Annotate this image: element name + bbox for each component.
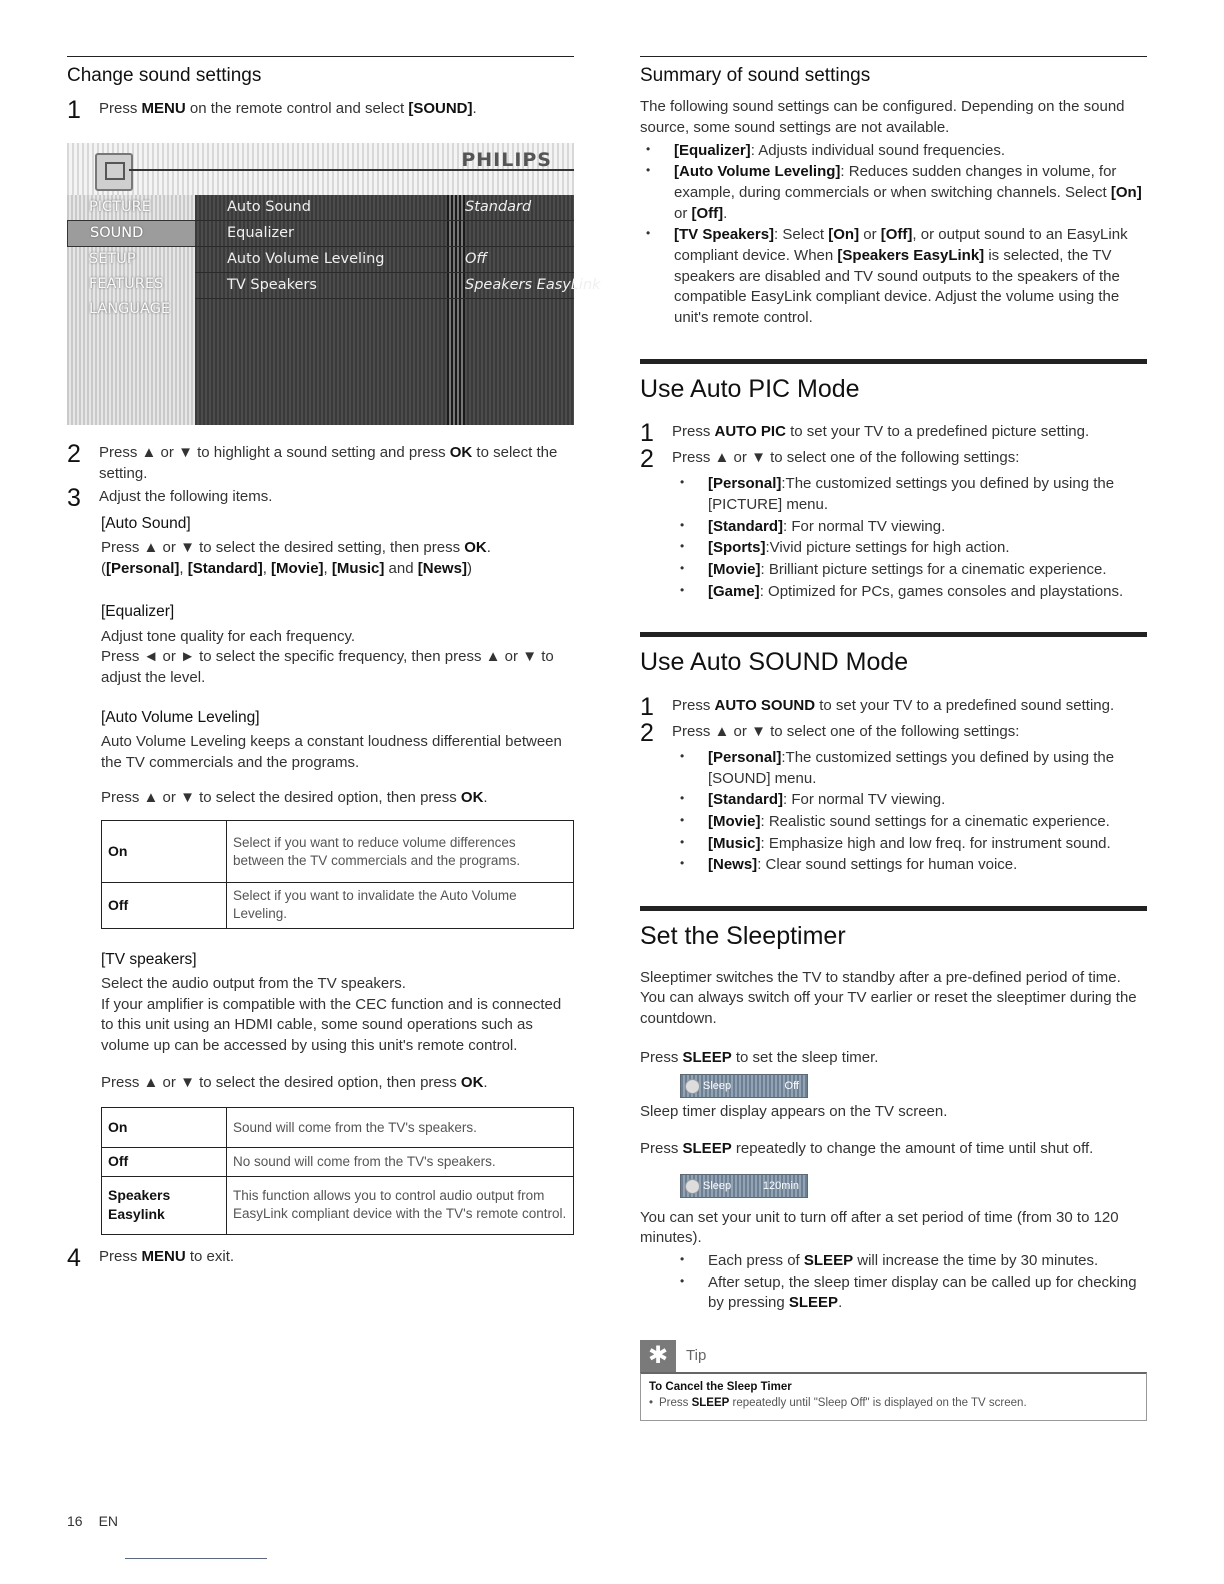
- down-arrow-icon: ▼: [751, 722, 766, 740]
- down-arrow-icon: ▼: [180, 538, 195, 556]
- step-2: 2 Press ▲ or ▼ to select one of the following settings:: [640, 718, 1020, 747]
- tip-box: ✱ Tip To Cancel the Sleep Timer • Press SLEEP repeatedly until "Sleep Off" is displayed on the TV screen.: [640, 1340, 1147, 1421]
- list-item: • [Equalizer]: Adjusts individual sound frequencies.: [640, 141, 1147, 162]
- menu-item-picture: PICTURE: [89, 199, 151, 216]
- tv-speakers-options-table: [101, 1107, 574, 1234]
- list-item: • [Movie]: Realistic sound settings for a cinematic experience.: [640, 812, 1147, 833]
- down-arrow-icon: ▼: [522, 648, 538, 666]
- language-code: EN: [98, 1513, 119, 1529]
- section-heading-change-sound: Change sound settings: [67, 65, 262, 86]
- menu-row: TV Speakers Speakers EasyLink: [195, 273, 574, 299]
- menu-item-features: FEATURES: [89, 276, 164, 293]
- section-heading-auto-sound: Use Auto SOUND Mode: [640, 648, 909, 677]
- list-item: • [Personal]:The customized settings you defined by using the [PICTURE] menu.: [640, 474, 1147, 515]
- brand-logo: PHILIPS: [461, 149, 552, 172]
- list-item: • [News]: Clear sound settings for human voice.: [640, 855, 1147, 876]
- section-heading-auto-pic: Use Auto PIC Mode: [640, 374, 860, 403]
- menu-row: Equalizer: [195, 221, 574, 247]
- list-item: • Each press of SLEEP will increase the time by 30 minutes.: [640, 1251, 1147, 1272]
- section-rule: [640, 56, 1147, 57]
- step-3: 3 Adjust the following items.: [67, 483, 273, 512]
- list-item: • After setup, the sleep timer display can be called up for checking by pressing SLEEP.: [640, 1273, 1147, 1314]
- summary-list: [640, 141, 1147, 329]
- menu-item-language: LANGUAGE: [89, 301, 171, 318]
- clock-icon: [685, 1179, 700, 1194]
- step-1: 1 Press AUTO PIC to set your TV to a predefined picture setting.: [640, 419, 1090, 448]
- auto-sound-block: [Auto Sound] Press ▲ or ▼ to select the desired setting, then press OK. ([Personal], [Standard], [Movie], [Music] and [News]) [Equalizer] Adjust tone quality for each frequency. Press ◄ or ► to select the specific frequency, then press ▲ or ▼ to adjust the level. [Auto Volume Leveling] Auto Volume Leveling keeps a constant loudness differential between the TV commercials and the programs. Press ▲ or ▼ to select the desired option, then press OK.: [101, 514, 562, 806]
- down-arrow-icon: ▼: [751, 449, 766, 467]
- tv-icon: [95, 153, 133, 191]
- right-arrow-icon: ►: [180, 648, 195, 666]
- step-1: 1 Press AUTO SOUND to set your TV to a predefined sound setting.: [640, 692, 1115, 721]
- menu-row: Auto Sound Standard: [195, 195, 574, 221]
- list-item: • [Music]: Emphasize high and low freq. for instrument sound.: [640, 834, 1147, 855]
- tip-icon: ✱: [640, 1340, 676, 1372]
- sleep-osd-120: Sleep 120min: [680, 1174, 808, 1198]
- section-rule: [640, 632, 1147, 637]
- up-arrow-icon: ▲: [714, 449, 730, 467]
- step-2: 2 Press ▲ or ▼ to highlight a sound setting and press OK to select the setting.: [67, 440, 558, 482]
- right-column: Summary of sound settings The following sound settings can be configured. Depending on the sound source, some sound settings are not available. • [Equalizer]: Adjusts individual sound frequencies. • [Auto Volume Leveling]: Reduces sudden changes in volume, for example, during commercials or when switching channels. Select [On] or [Off]. • [TV Speakers]: Select [On] or [Off], or output sound to an EasyLink compliant device. When [Speakers EasyLink] is selected, the TV speakers are disabled and TV sound outputs to the speakers of the compatible EasyLink compliant device. Adjust the volume using the unit's remote control. Use Auto PIC Mode 1 Press AUTO PIC to set your TV to a predefined picture setting. 2 Press ▲ or ▼ to select one of the following settings: • [Personal]:The customized settings you defined by using the [PICTURE] menu. • [Standard]: For normal TV viewing. • [Sports]:Vivid picture settings for high action. • [Movie]: Brilliant picture settings for a cinematic experience. • [Game]: Optimized for PCs, games consoles and playstations. Use Auto SOUND Mode 1 Press AUTO SOUND to set your TV to a predefined sound setting. 2 Press ▲ or ▼ to select one of the following settings: • [Personal]:The customized settings you defined by using the [SOUND] menu. • [Standard]: For normal TV viewing. • [Movie]: Realistic sound settings for a cinematic experience. • [Music]: Emphasize high and low freq. for instrument sound. • [News]: Clear sound settings for human voice. Set the Sleeptimer Sleeptimer switches the TV to standby after a pre-defined period of time. You can always switch off your TV earlier or reset the sleeptimer during the countdown. Press SLEEP to set the sleep timer. Sleep Off Sleep timer display appears on the TV screen. Press SLEEP repeatedly to change the amount of time until shut off. Sleep 120min You can set your unit to turn off after a set period of time (from 30 to 120 minutes). • Each press of SLEEP will increase the time by 30 minutes. • After setup, the sleep timer display can be called up for checking by pressing SLEEP. ✱ Tip To Cancel the Sleep Timer • Press SLEEP repeatedly until "Sleep Off" is displayed on the TV screen.: [640, 56, 1147, 1421]
- menu-row: Auto Volume Leveling Off: [195, 247, 574, 273]
- list-item: • [Personal]:The customized settings you defined by using the [SOUND] menu.: [640, 748, 1147, 789]
- menu-item-setup: SETUP: [89, 251, 136, 268]
- up-arrow-icon: ▲: [485, 648, 501, 666]
- up-arrow-icon: ▲: [714, 722, 730, 740]
- auto-sound-list: [640, 748, 1147, 876]
- tv-menu-categories: [67, 195, 195, 425]
- list-item: • [Movie]: Brilliant picture settings for a cinematic experience.: [640, 560, 1147, 581]
- list-item: • [Sports]:Vivid picture settings for high action.: [640, 538, 1147, 559]
- up-arrow-icon: ▲: [143, 788, 159, 806]
- sleep-osd-off: Sleep Off: [680, 1074, 808, 1098]
- sleep-list: [640, 1251, 1147, 1314]
- section-rule: [67, 56, 574, 57]
- list-item: • [Standard]: For normal TV viewing.: [640, 517, 1147, 538]
- list-item: • [TV Speakers]: Select [On] or [Off], or output sound to an EasyLink compliant device. When [Speakers EasyLink] is selected, the TV speakers are disabled and TV sound outputs to the speakers of the compatible EasyLink compliant device. Adjust the volume using the unit's remote control.: [640, 225, 1147, 328]
- list-item: • [Game]: Optimized for PCs, games consoles and playstations.: [640, 582, 1147, 603]
- section-heading-summary: Summary of sound settings: [640, 65, 871, 86]
- step-1: 1 Press MENU on the remote control and select [SOUND].: [67, 96, 477, 125]
- page-footer: [67, 1512, 134, 1531]
- left-column: [67, 56, 601, 1272]
- down-arrow-icon: ▼: [180, 788, 195, 806]
- section-heading-sleeptimer: Set the Sleeptimer: [640, 922, 846, 951]
- tv-menu-options: [195, 195, 601, 425]
- down-arrow-icon: ▼: [178, 444, 193, 462]
- step-2: 2 Press ▲ or ▼ to select one of the following settings:: [640, 445, 1020, 474]
- up-arrow-icon: ▲: [143, 538, 159, 556]
- list-item: • [Auto Volume Leveling]: Reduces sudden changes in volume, for example, during commercials or when switching channels. Select [On] or [Off].: [640, 162, 1147, 224]
- section-rule: [640, 359, 1147, 364]
- table-row: On Sound will come from the TV's speakers.: [102, 1108, 574, 1148]
- tv-sound-menu-screenshot: [67, 143, 601, 425]
- auto-pic-list: [640, 474, 1147, 602]
- up-arrow-icon: ▲: [141, 444, 157, 462]
- avl-options-table: [101, 820, 574, 928]
- clock-icon: [685, 1079, 700, 1094]
- down-arrow-icon: ▼: [180, 1073, 195, 1091]
- left-arrow-icon: ◄: [143, 648, 159, 666]
- tv-speakers-block: [TV speakers] Select the audio output from the TV speakers. If your amplifier is compatible with the CEC function and is connected to this unit using an HDMI cable, some sound operations such as volume up can be accessed by using this unit's remote control. Press ▲ or ▼ to select the desired option, then press OK.: [101, 950, 562, 1091]
- section-rule: [640, 906, 1147, 911]
- up-arrow-icon: ▲: [143, 1073, 159, 1091]
- table-row: Speakers Easylink This function allows you to control audio output from EasyLink compliant device with the TV's remote control.: [102, 1176, 574, 1234]
- step-4: 4 Press MENU to exit.: [67, 1243, 235, 1272]
- list-item: • [Standard]: For normal TV viewing.: [640, 790, 1147, 811]
- page-number: 16: [67, 1513, 83, 1529]
- table-row: Off No sound will come from the TV's speakers.: [102, 1148, 574, 1176]
- table-row: On Select if you want to reduce volume differences between the TV commercials and the programs.: [102, 821, 574, 883]
- table-row: Off Select if you want to invalidate the Auto Volume Leveling.: [102, 883, 574, 928]
- menu-item-sound: SOUND: [67, 220, 197, 247]
